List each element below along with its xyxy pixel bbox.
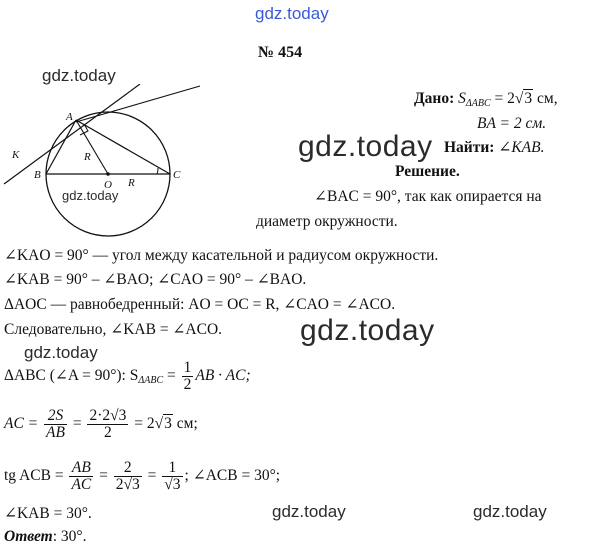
answer-value: : 30°. [52, 528, 87, 545]
angle-arc-c [157, 168, 158, 174]
given-area-sub: ΔABC [465, 98, 491, 109]
eq1-lead: ΔABC (∠A = 90°): S [4, 367, 139, 385]
find-row [444, 138, 544, 157]
eq3-eq2: = [143, 467, 161, 485]
tangent-line [4, 84, 140, 184]
given-area-eq: = 2 [490, 90, 515, 107]
eq1-eq: = [163, 367, 180, 385]
eq3-fraction-2 [114, 460, 142, 493]
center-point [106, 172, 110, 176]
equation-area [4, 360, 251, 393]
label-r2: R [128, 177, 135, 189]
radius-ao [76, 120, 108, 174]
eq2-f2-num: 2·2√3 [89, 407, 127, 424]
eq3-fraction-3 [162, 460, 182, 493]
solution-line-2: диаметр окружности. [256, 213, 398, 230]
ray-line [76, 86, 200, 122]
find-value: ∠KAB. [498, 139, 545, 156]
eq1-frac-num: 1 [183, 359, 192, 376]
watermark-center-top: gdz.today [298, 130, 433, 163]
given-area-symbol: S [458, 90, 466, 107]
eq3-f2-den: 2√3 [115, 476, 140, 493]
problem-number: № 454 [258, 44, 303, 61]
watermark-bottom-right: gdz.today [473, 502, 547, 521]
given-area: Дано: $S_{\Delta ABC} = 2√3$ см, [414, 90, 558, 109]
answer-line [4, 528, 86, 546]
eq3-f3-num: 1 [162, 460, 182, 477]
eq3-f2-num: 2 [114, 460, 142, 477]
eq2-f1-den: AB [46, 424, 65, 441]
given-label: Дано: [414, 90, 455, 107]
watermark-figure: gdz.today [42, 66, 116, 85]
label-k: K [12, 149, 20, 161]
chord-ac [76, 120, 170, 174]
eq1-fraction [182, 360, 194, 393]
solution-line-1: ∠BAC = 90°, так как опирается на [314, 188, 542, 205]
solution-line-5: ΔAOC — равнобедренный: AO = OC = R, ∠CAO = ∠ACO. [4, 296, 396, 313]
eq2-lead: AC = [4, 415, 43, 433]
find-label: Найти: [444, 139, 495, 156]
eq3-eq1: = [95, 467, 112, 485]
geometry-figure [0, 84, 210, 244]
solution-heading: Решение. [395, 163, 460, 180]
solution-line-3: ∠KAO = 90° — угол между касательной и радиусом окружности. [4, 247, 439, 264]
eq3-lead: tg ACB = [4, 467, 68, 485]
label-r1: R [84, 151, 91, 163]
eq2-eq: = [68, 415, 86, 433]
watermark-center-mid: gdz.today [300, 314, 435, 347]
eq2-fraction-1 [44, 408, 67, 441]
solution-line-6: Следовательно, ∠KAB = ∠ACO. [4, 321, 223, 338]
chord-ab [46, 120, 76, 174]
answer-label: Ответ [4, 528, 53, 545]
eq3-tail: ; ∠ACB = 30°; [184, 467, 281, 485]
eq3-f3-den: √3 [164, 476, 181, 493]
eq2-tail-unit: см; [172, 415, 198, 433]
eq2-tail-root: 3 [164, 415, 172, 433]
eq2-tail-pre: = 2 [130, 415, 155, 433]
label-o: O [104, 179, 112, 191]
watermark-top: gdz.today [255, 4, 329, 23]
eq3-f1-den: AC [71, 476, 92, 493]
given-area-unit: см, [533, 90, 558, 107]
eq2-fraction-2 [87, 408, 128, 441]
eq3-f1-num: AB [69, 460, 93, 477]
given-area-root: 3 [524, 90, 533, 107]
label-b: B [34, 169, 41, 181]
label-c: C [173, 169, 181, 181]
eq2-f1-num: 2S [44, 408, 67, 425]
eq1-frac-den: 2 [183, 376, 192, 393]
eq3-fraction-1 [69, 460, 93, 493]
watermark-inside-circle: gdz.today [62, 188, 119, 203]
eq2-f2-den: 2 [104, 424, 112, 441]
eq1-tail: AB · AC; [195, 367, 251, 385]
watermark-bottom-center: gdz.today [272, 502, 346, 521]
label-a: A [66, 111, 73, 123]
given-ba: BA = 2 см. [477, 115, 547, 132]
eq1-sub: ΔABC [138, 375, 164, 387]
watermark-left-mid: gdz.today [24, 343, 98, 362]
equation-ac: AC = $\frac{2S}{AB}$ = $\frac{2\cdot 2√3}{2}$ = 2√3 см; [4, 407, 198, 441]
result-line: ∠KAB = 30°. [4, 505, 92, 522]
equation-tg [4, 460, 280, 493]
solution-line-4: ∠KAB = 90° – ∠BAO; ∠CAO = 90° – ∠BAO. [4, 271, 307, 288]
